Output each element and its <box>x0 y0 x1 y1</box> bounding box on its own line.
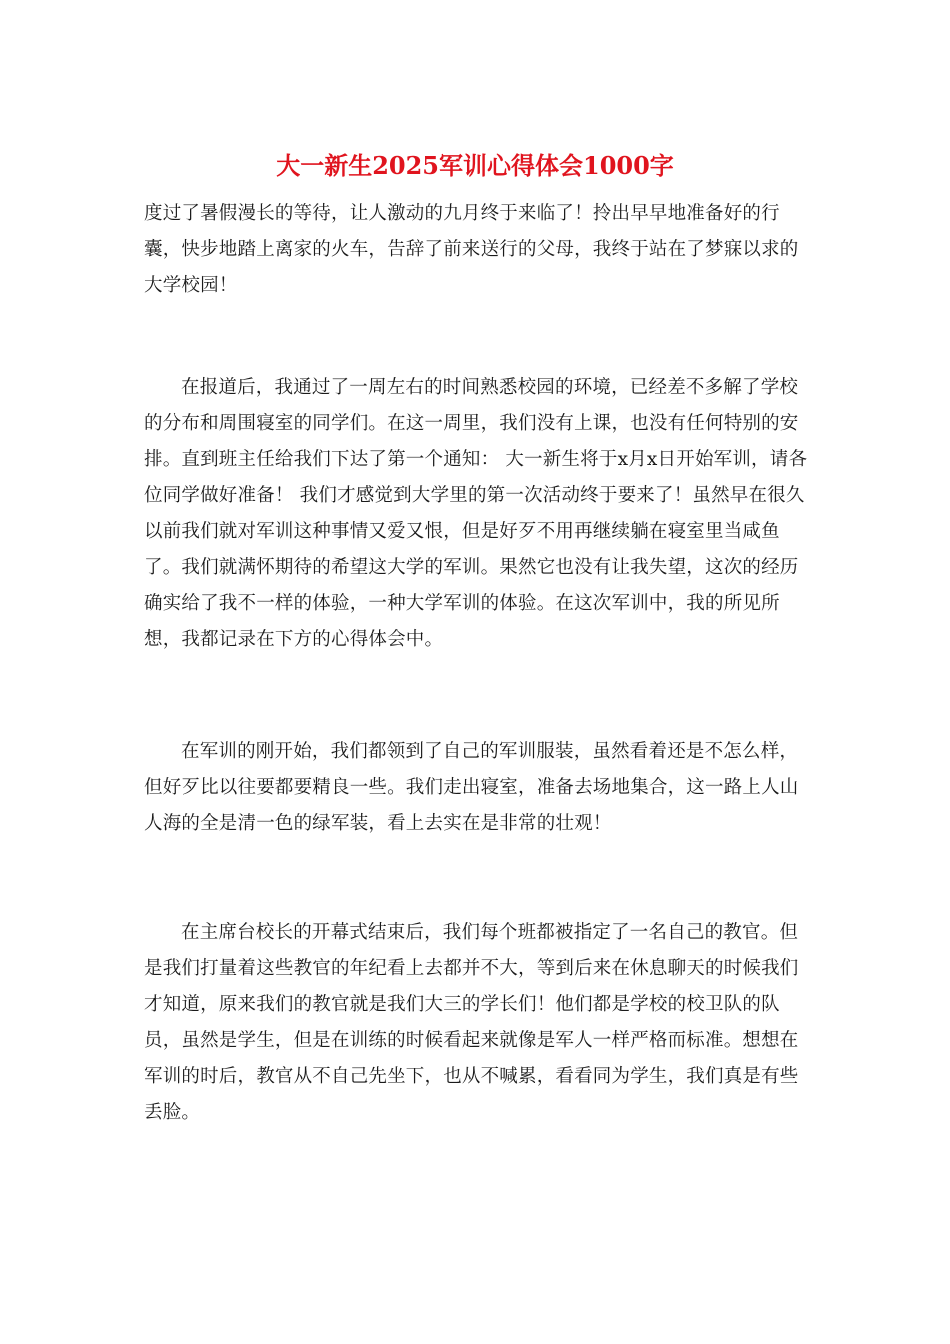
paragraph-intro: 度过了暑假漫长的等待，让人激动的九月终于来临了！拎出早早地准备好的行囊，快步地踏上离家的火车，告辞了前来送行的父母，我终于站在了梦寐以求的大学校园！ <box>144 203 799 296</box>
paragraph-registration: 在报道后，我通过了一周左右的时间熟悉校园的环境，已经差不多解了学校的分布和周围寝室的同学们。在这一周里，我们没有上课，也没有任何特别的安排。直到班主任给我们下达了第一个通知： 大一新生将于x月x日开始军训，请各位同学做好准备！ 我们才感觉到大学里的第一次活动终于要来了！虽然早在很久以前我们就对军训这种事情又爱又恨，但是好歹不用再继续躺在寝室里当咸鱼了。我们就满怀期待的希望这大学的军训。果然它也没有让我失望，这次的经历确实给了我不一样的体验，一种大学军训的体验。在这次军训中，我的所见所想，我都记录在下方的心得体会中。 <box>144 377 808 650</box>
document-title: 大一新生2025军训心得体会1000字 <box>276 151 674 180</box>
paragraph-instructors: 在主席台校长的开幕式结束后，我们每个班都被指定了一名自己的教官。但是我们打量着这些教官的年纪看上去都并不大，等到后来在休息聊天的时候我们才知道，原来我们的教官就是我们大三的学长们！他们都是学校的校卫队的队员，虽然是学生，但是在训练的时候看起来就像是军人一样严格而标准。想想在军训的时后，教官从不自己先坐下，也从不喊累，看看同为学生，我们真是有些丢脸。 <box>144 922 799 1123</box>
paragraph-uniform: 在军训的刚开始，我们都领到了自己的军训服装，虽然看着还是不怎么样，但好歹比以往要都要精良一些。我们走出寝室，准备去场地集合，这一路上人山人海的全是清一色的绿军装，看上去实在是非常的壮观！ <box>144 741 799 834</box>
